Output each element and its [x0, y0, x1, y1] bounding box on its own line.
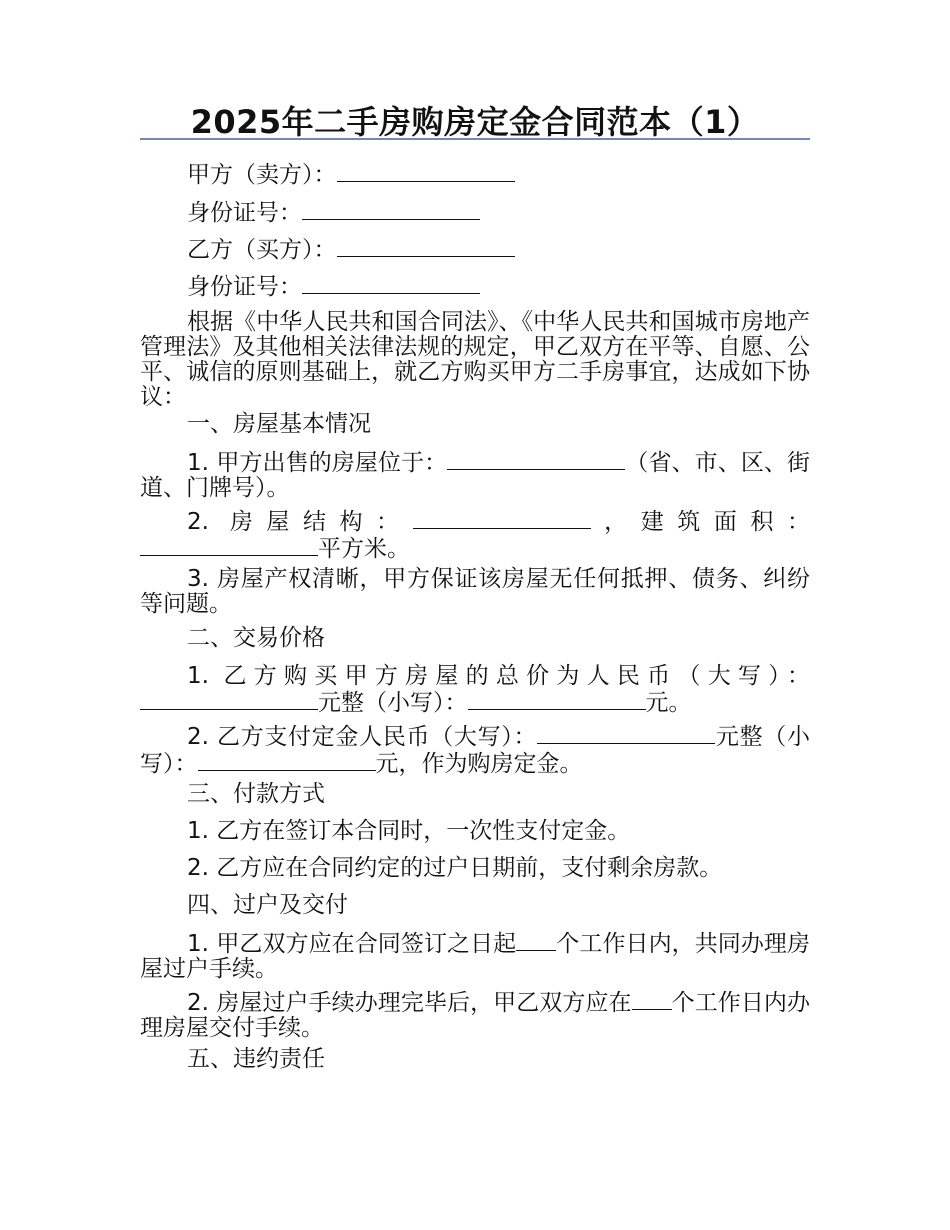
section-3-item-2: 2. 乙方应在合同约定的过户日期前，支付剩余房款。: [187, 855, 723, 881]
item-text: 个工作日内办理房屋交付手续。: [140, 990, 810, 1041]
item-text: 平方米。: [318, 536, 410, 562]
item-text: 元整（小写）：: [140, 724, 811, 777]
section-1-item-1: [140, 449, 810, 501]
section-3-item-1: 1. 乙方在签订本合同时，一次性支付定金。: [187, 818, 631, 844]
party-b-blank: [337, 236, 515, 257]
section-3-heading: 三、付款方式: [187, 781, 325, 807]
section-1-item-3: 3. 房屋产权清晰，甲方保证该房屋无任何抵押、债务、纠纷等问题。: [140, 566, 810, 617]
item-text: 元整（小写）：: [318, 690, 468, 716]
id-a-label: 身份证号：: [187, 200, 302, 226]
section-4-item-1: [140, 930, 810, 982]
id-a-blank: [302, 199, 480, 220]
deposit-lower-blank: [198, 750, 376, 771]
title-underline: [140, 138, 810, 140]
section-2-heading: 二、交易价格: [187, 625, 325, 651]
total-price-lower-blank: [468, 689, 646, 710]
section-2-item-1: [140, 664, 810, 716]
id-a-line: [140, 199, 810, 226]
item-text: 2. 乙方支付定金人民币（大写）：: [187, 724, 538, 750]
party-b-label: 乙方（买方）：: [187, 237, 337, 263]
party-b-line: [140, 236, 810, 263]
id-b-label: 身份证号：: [187, 274, 302, 300]
party-a-blank: [337, 161, 515, 182]
structure-blank: [413, 508, 591, 529]
item-text: 个工作日内，共同办理房屋过户手续。: [140, 931, 810, 982]
item-text: （省、市、区、街道、门牌号）。: [140, 450, 810, 501]
item-text: 1. 甲乙双方应在合同签订之日起: [187, 931, 517, 957]
area-blank: [140, 535, 318, 556]
section-2-item-2: [140, 723, 810, 777]
total-price-upper-blank: [140, 689, 318, 710]
item-text: 元，作为购房定金。: [375, 751, 583, 777]
deposit-upper-blank: [537, 723, 715, 744]
section-4-heading: 四、过户及交付: [187, 892, 348, 918]
party-a-label: 甲方（卖方）：: [187, 162, 337, 188]
section-1-heading: 一、房屋基本情况: [187, 411, 371, 437]
party-a-line: [140, 161, 810, 188]
section-4-item-2: [140, 989, 810, 1041]
item-text: 1. 甲方出售的房屋位于：: [187, 450, 448, 476]
item-text: 2. 房屋过户手续办理完毕后，甲乙双方应在: [187, 990, 632, 1016]
document-title: 2025年二手房购房定金合同范本（1）: [190, 103, 760, 141]
transfer-days-blank: [516, 930, 556, 951]
id-b-blank: [302, 273, 480, 294]
section-5-heading: 五、违约责任: [187, 1046, 325, 1072]
delivery-days-blank: [632, 989, 672, 1010]
item-text: 1. 乙方购买甲方房屋的总价为人民币（大写）：: [187, 663, 810, 689]
item-text: 2. 房屋结构：: [187, 509, 413, 535]
item-text: ，建筑面积：: [590, 509, 810, 535]
preamble-paragraph: 根据《中华人民共和国合同法》、《中华人民共和国城市房地产管理法》及其他相关法律法规的规定，甲乙双方在平等、自愿、公平、诚信的原则基础上，就乙方购买甲方二手房事宜，达成如下协议：: [140, 309, 810, 410]
location-blank: [447, 449, 625, 470]
id-b-line: [140, 273, 810, 300]
item-text: 元。: [645, 690, 692, 716]
section-1-item-2: [140, 508, 810, 562]
